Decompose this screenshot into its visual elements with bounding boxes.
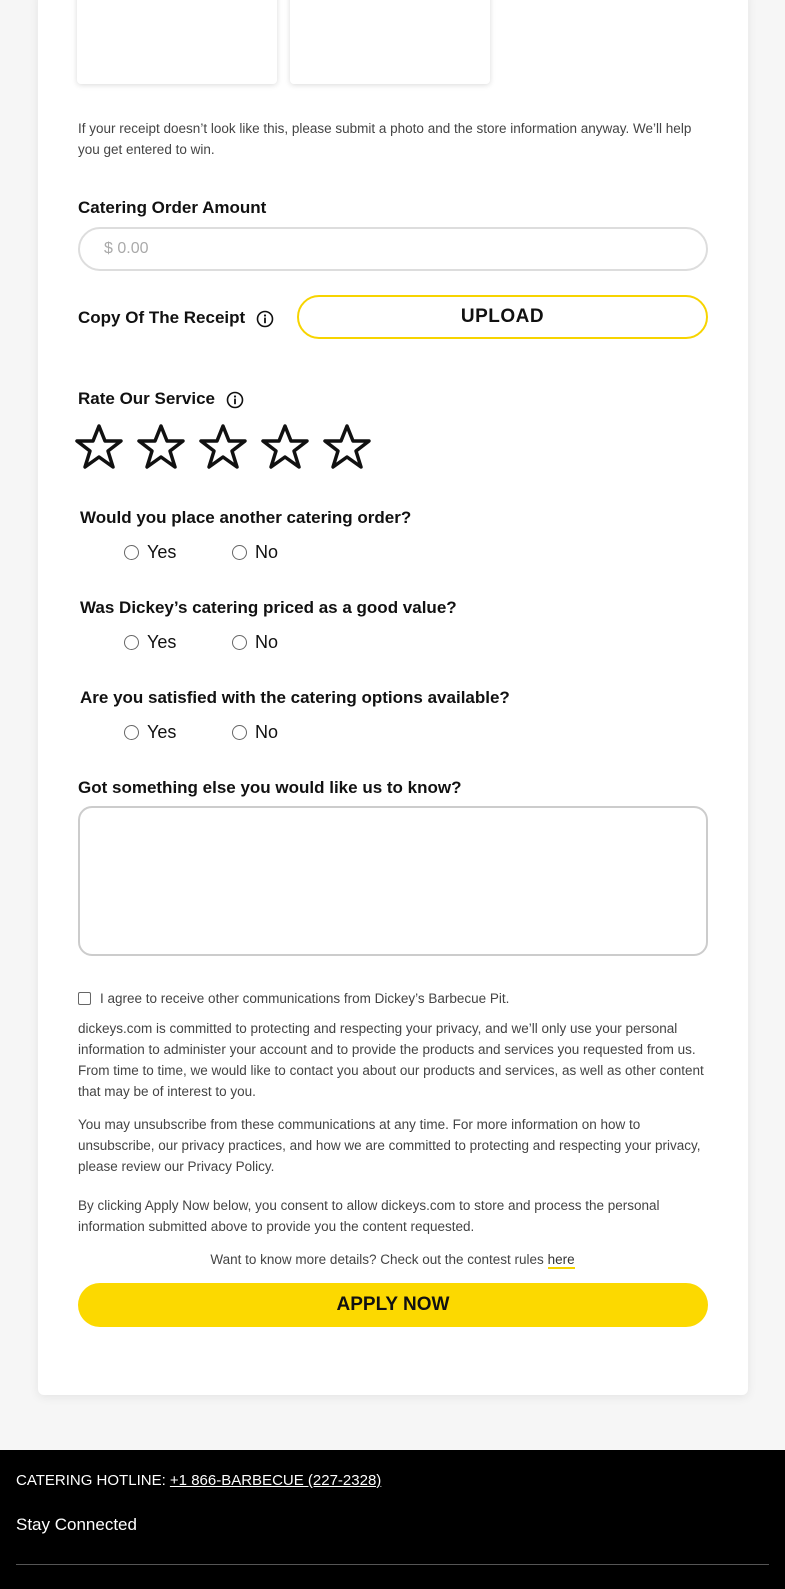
radio-no[interactable] bbox=[232, 725, 247, 740]
radio-yes[interactable] bbox=[124, 725, 139, 740]
radio-no[interactable] bbox=[232, 545, 247, 560]
question-options: Are you satisfied with the catering options available? bbox=[80, 688, 510, 707]
radio-option-yes[interactable] bbox=[124, 722, 232, 743]
radio-group-value bbox=[124, 632, 278, 653]
receipt-label-row bbox=[78, 308, 274, 328]
apply-consent-paragraph: By clicking Apply Now below, you consent to allow dickeys.com to store and process the personal information submitted above to provide you the content requested. bbox=[78, 1198, 660, 1234]
comments-label: Got something else you would like us to know? bbox=[78, 778, 462, 797]
info-icon[interactable] bbox=[256, 310, 274, 328]
info-icon[interactable] bbox=[226, 391, 244, 409]
question-reorder: Would you place another catering order? bbox=[80, 508, 412, 527]
radio-yes-label: Yes bbox=[147, 542, 177, 562]
star-icon-4[interactable] bbox=[260, 422, 310, 472]
radio-yes-label: Yes bbox=[147, 632, 177, 652]
contest-rules-link[interactable]: here bbox=[547, 1252, 575, 1267]
rating-label: Rate Our Service bbox=[78, 389, 216, 408]
consent-checkbox-label: I agree to receive other communications from Dickey’s Barbecue Pit. bbox=[100, 991, 510, 1006]
radio-no[interactable] bbox=[232, 635, 247, 650]
radio-no-label: No bbox=[255, 542, 279, 562]
consent-row bbox=[78, 988, 509, 1009]
star-icon-2[interactable] bbox=[136, 422, 186, 472]
amount-input[interactable] bbox=[78, 227, 708, 271]
radio-group-reorder bbox=[124, 542, 278, 563]
amount-label: Catering Order Amount bbox=[78, 198, 267, 217]
star-rating bbox=[74, 422, 372, 472]
radio-yes[interactable] bbox=[124, 635, 139, 650]
star-icon-5[interactable] bbox=[322, 422, 372, 472]
receipt-note: If your receipt doesn’t look like this, please submit a photo and the store information anyway. We’ll help you get entered to win. bbox=[78, 121, 692, 157]
radio-option-no[interactable] bbox=[232, 542, 278, 563]
contest-rules-line bbox=[0, 1249, 785, 1270]
upload-button[interactable]: UPLOAD bbox=[297, 295, 708, 339]
receipt-label: Copy Of The Receipt bbox=[78, 308, 246, 327]
footer-divider bbox=[16, 1564, 769, 1565]
contest-rules-text: Want to know more details? Check out the contest rules bbox=[210, 1252, 544, 1267]
radio-yes-label: Yes bbox=[147, 722, 177, 742]
receipt-example-image-1 bbox=[77, 0, 277, 84]
radio-option-yes[interactable] bbox=[124, 632, 232, 653]
receipt-example-image-2 bbox=[290, 0, 490, 84]
hotline-phone-link[interactable]: +1 866-BARBECUE (227-2328) bbox=[169, 1472, 382, 1489]
radio-group-options bbox=[124, 722, 278, 743]
radio-option-no[interactable] bbox=[232, 632, 278, 653]
unsubscribe-paragraph: You may unsubscribe from these communications at any time. For more information on how to unsubscribe, our privacy practices, and how we are committed to protecting and respecting your privacy, please review our Privacy Policy. bbox=[78, 1117, 701, 1174]
catering-hotline bbox=[16, 1472, 381, 1489]
privacy-paragraph: dickeys.com is committed to protecting and respecting your privacy, and we’ll only use your personal information to administer your account and to provide the products and services you requested from us. From time to time, we would like to contact you about our products and services, as well as other content that may be of interest to you. bbox=[78, 1021, 704, 1099]
radio-no-label: No bbox=[255, 632, 279, 652]
apply-now-button[interactable]: APPLY NOW bbox=[78, 1283, 708, 1327]
radio-option-no[interactable] bbox=[232, 722, 278, 743]
comments-textarea[interactable] bbox=[78, 806, 708, 956]
radio-yes[interactable] bbox=[124, 545, 139, 560]
star-icon-3[interactable] bbox=[198, 422, 248, 472]
consent-checkbox[interactable] bbox=[78, 992, 91, 1005]
stay-connected-heading: Stay Connected bbox=[16, 1515, 137, 1534]
question-value: Was Dickey’s catering priced as a good value? bbox=[80, 598, 457, 617]
radio-option-yes[interactable] bbox=[124, 542, 232, 563]
radio-no-label: No bbox=[255, 722, 279, 742]
hotline-label: CATERING HOTLINE: bbox=[16, 1472, 166, 1489]
rating-label-row bbox=[78, 389, 244, 409]
footer bbox=[0, 1450, 785, 1589]
star-icon-1[interactable] bbox=[74, 422, 124, 472]
